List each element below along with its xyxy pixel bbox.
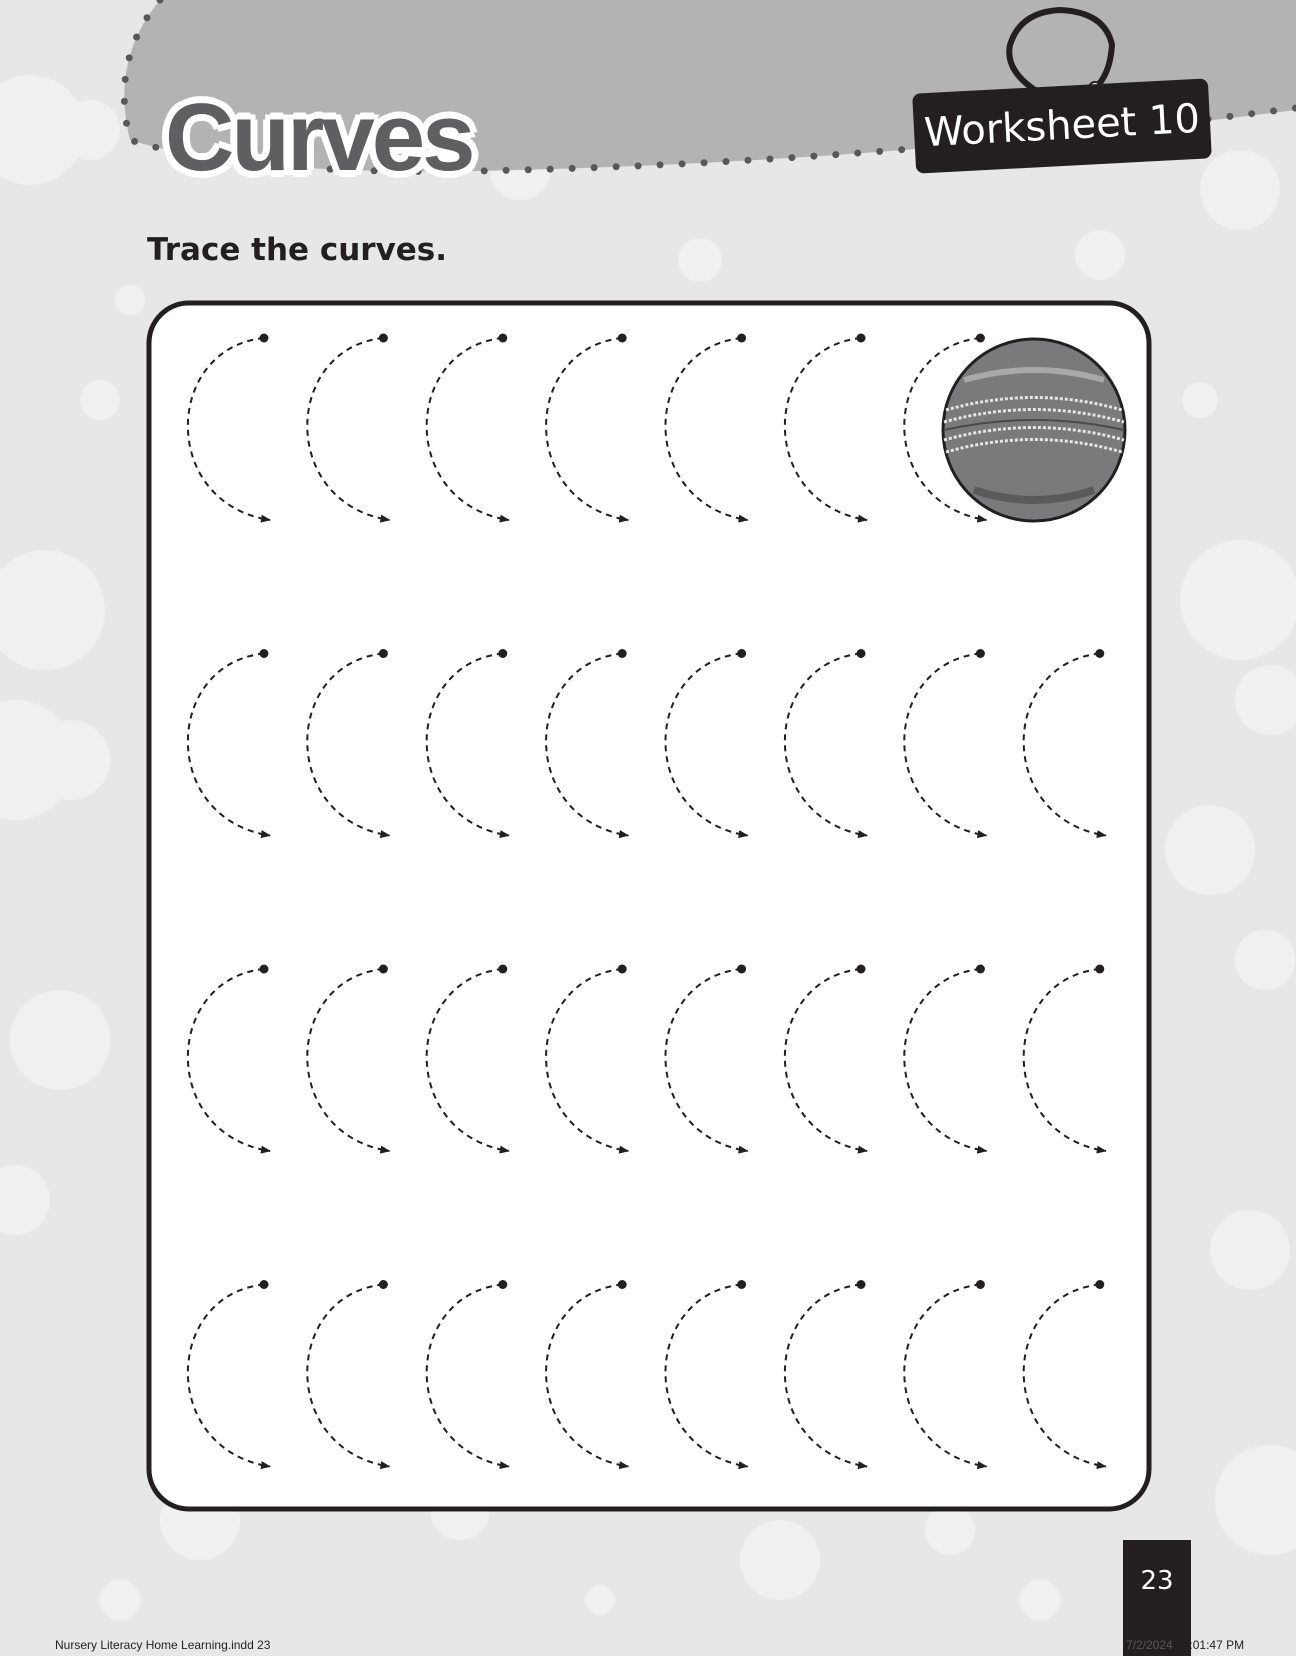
instruction-text: Trace the curves.: [147, 232, 448, 268]
start-dot: [857, 649, 866, 658]
page-title: Curves: [165, 84, 473, 191]
footer-date: 7/2/2024: [1126, 1638, 1173, 1652]
start-dot: [857, 1280, 866, 1289]
start-dot: [498, 1280, 507, 1289]
start-dot: [737, 334, 746, 343]
start-dot: [1095, 1280, 1104, 1289]
footer-timestamp: [1126, 1638, 1244, 1652]
start-dot: [976, 1280, 985, 1289]
start-dot: [976, 965, 985, 974]
start-dot: [498, 334, 507, 343]
start-dot: [618, 649, 627, 658]
start-dot: [379, 649, 388, 658]
start-dot: [379, 334, 388, 343]
start-dot: [976, 334, 985, 343]
worksheet-tag: Worksheet 10: [912, 78, 1212, 173]
start-dot: [1095, 649, 1104, 658]
tracing-board: [146, 300, 1152, 1512]
start-dot: [379, 965, 388, 974]
start-dot: [498, 649, 507, 658]
start-dot: [260, 1280, 269, 1289]
cricket-ball-icon: [943, 339, 1125, 521]
start-dot: [260, 965, 269, 974]
start-dot: [737, 965, 746, 974]
footer-file-info: Nursery Literacy Home Learning.indd 23: [55, 1638, 271, 1652]
start-dot: [260, 334, 269, 343]
footer-time: 12:01:47 PM: [1176, 1638, 1245, 1652]
start-dot: [737, 1280, 746, 1289]
start-dot: [260, 649, 269, 658]
start-dot: [1095, 965, 1104, 974]
start-dot: [379, 1280, 388, 1289]
start-dot: [498, 965, 507, 974]
start-dot: [618, 1280, 627, 1289]
start-dot: [976, 649, 985, 658]
start-dot: [618, 334, 627, 343]
start-dot: [857, 334, 866, 343]
page-number: 23: [1123, 1540, 1191, 1656]
start-dot: [618, 965, 627, 974]
start-dot: [737, 649, 746, 658]
start-dot: [857, 965, 866, 974]
